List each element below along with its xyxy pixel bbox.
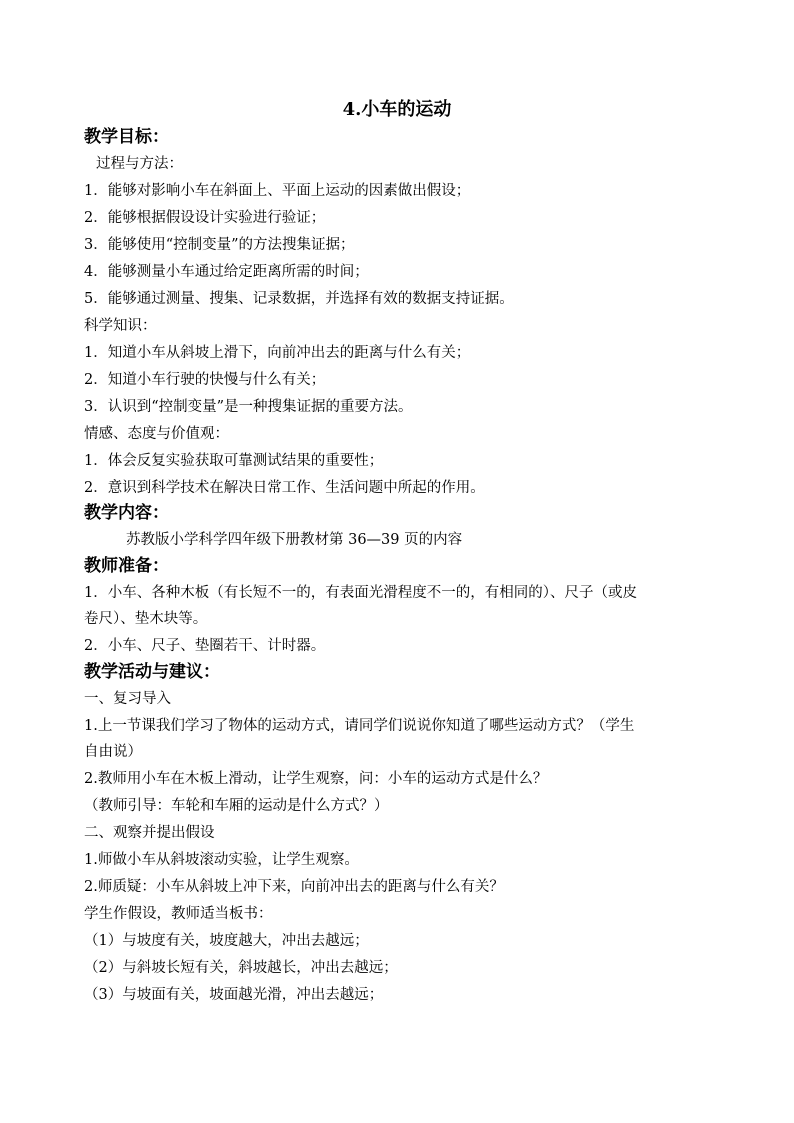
heading-content: 教学内容： xyxy=(84,503,169,523)
process-item: 3．能够使用“控制变量”的方法搜集证据； xyxy=(84,237,355,253)
document-title: 4.小车的运动 xyxy=(342,99,452,120)
process-item: 4．能够测量小车通过给定距离所需的时间； xyxy=(84,264,369,280)
preparation-item: 2．小车、尺子、垫圈若干、计时器。 xyxy=(84,638,326,654)
label-process: 过程与方法： xyxy=(96,156,183,172)
activity-paragraph: 1.上一节课我们学习了物体的运动方式，请同学们说说你知道了哪些运动方式？（学生 xyxy=(84,718,635,734)
hypothesis-item: （3）与坡面有关，坡面越光滑，冲出去越远； xyxy=(84,987,384,1003)
part-heading: 一、复习导入 xyxy=(84,691,171,707)
activity-note: （教师引导：车轮和车厢的运动是什么方式？） xyxy=(84,798,389,814)
hypothesis-item: （2）与斜坡长短有关，斜坡越长，冲出去越远； xyxy=(84,960,398,976)
content-text: 苏教版小学科学四年级下册教材第 36—39 页的内容 xyxy=(126,532,463,548)
preparation-item: 1．小车、各种木板（有长短不一的，有表面光滑程度不一的，有相同的）、尺子（或皮 xyxy=(84,585,637,601)
process-item: 5．能够通过测量、搜集、记录数据，并选择有效的数据支持证据。 xyxy=(84,291,514,307)
activity-paragraph: 2.师质疑：小车从斜坡上冲下来，向前冲出去的距离与什么有关？ xyxy=(84,879,504,895)
preparation-item-continued: 卷尺）、垫木块等。 xyxy=(84,611,208,627)
emotion-item: 2．意识到科学技术在解决日常工作、生活问题中所起的作用。 xyxy=(84,480,485,496)
process-item: 1．能够对影响小车在斜面上、平面上运动的因素做出假设； xyxy=(84,183,471,199)
activity-paragraph: 学生作假设，教师适当板书： xyxy=(84,906,273,922)
heading-activities: 教学活动与建议： xyxy=(84,662,220,682)
label-science: 科学知识： xyxy=(84,318,157,334)
heading-objectives: 教学目标： xyxy=(84,127,169,147)
activity-paragraph: 2.教师用小车在木板上滑动，让学生观察，问：小车的运动方式是什么？ xyxy=(84,771,548,787)
science-item: 3．认识到“控制变量”是一种搜集证据的重要方法。 xyxy=(84,399,413,415)
activity-paragraph: 1.师做小车从斜坡滚动实验，让学生观察。 xyxy=(84,852,359,868)
emotion-item: 1．体会反复实验获取可靠测试结果的重要性； xyxy=(84,453,384,469)
process-item: 2．能够根据假设设计实验进行验证； xyxy=(84,210,326,226)
heading-preparation: 教师准备： xyxy=(84,556,169,576)
activity-paragraph-continued: 自由说） xyxy=(84,744,142,760)
hypothesis-item: （1）与坡度有关，坡度越大，冲出去越远； xyxy=(84,933,369,949)
part-heading: 二、观察并提出假设 xyxy=(84,825,215,841)
science-item: 2．知道小车行驶的快慢与什么有关； xyxy=(84,372,326,388)
label-emotion: 情感、态度与价值观： xyxy=(84,426,229,442)
science-item: 1．知道小车从斜坡上滑下，向前冲出去的距离与什么有关； xyxy=(84,345,471,361)
